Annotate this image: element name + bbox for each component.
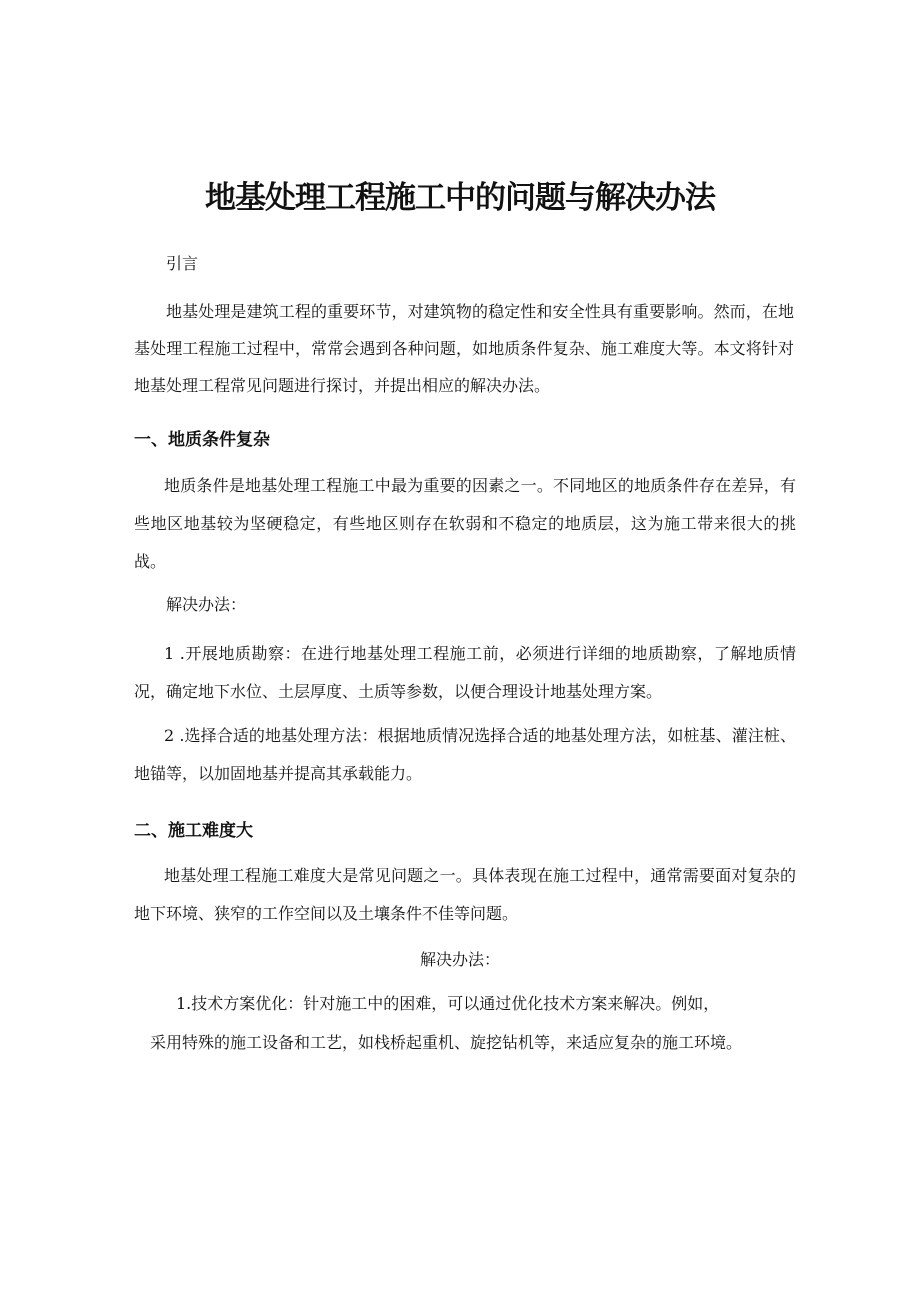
section-1-paragraph: 地质条件是地基处理工程施工中最为重要的因素之一。不同地区的地质条件存在差异，有些地区地基较为坚硬稳定，有些地区则存在软弱和不稳定的地质层，这为施工带来很大的挑战。 [134, 476, 796, 571]
section-2-item-1-line-2: 采用特殊的施工设备和工艺，如栈桥起重机、旋挖钻机等，来适应复杂的施工环境。 [150, 1033, 743, 1052]
section-1-solution-label: 解决办法： [166, 595, 247, 614]
intro-label: 引言 [166, 254, 199, 273]
section-1-heading: 一、地质条件复杂 [134, 430, 270, 450]
intro-paragraph: 地基处理是建筑工程的重要环节，对建筑物的稳定性和安全性具有重要影响。然而，在地基处理工程施工过程中，常常会遇到各种问题，如地质条件复杂、施工难度大等。本文将针对地基处理工程常见问题进行探讨，并提出相应的解决办法。 [134, 302, 794, 395]
section-2-item-1-line-1: 1.技术方案优化：针对施工中的困难，可以通过优化技术方案来解决。例如， [176, 994, 720, 1013]
section-2-solution-label: 解决办法： [419, 950, 500, 969]
section-2-heading: 二、施工难度大 [134, 821, 253, 841]
section-1-item-1: 1 .开展地质勘察：在进行地基处理工程施工前，必须进行详细的地质勘察，了解地质情况，确定地下水位、土层厚度、土质等参数，以便合理设计地基处理方案。 [134, 644, 796, 701]
section-2-paragraph: 地基处理工程施工难度大是常见问题之一。具体表现在施工过程中，通常需要面对复杂的地下环境、狭窄的工作空间以及土壤条件不佳等问题。 [134, 866, 796, 923]
document-title: 地基处理工程施工中的问题与解决办法 [205, 180, 715, 216]
section-1-item-2: 2 .选择合适的地基处理方法：根据地质情况选择合适的地基处理方法，如桩基、灌注桩、地锚等，以加固地基并提高其承载能力。 [134, 726, 796, 783]
